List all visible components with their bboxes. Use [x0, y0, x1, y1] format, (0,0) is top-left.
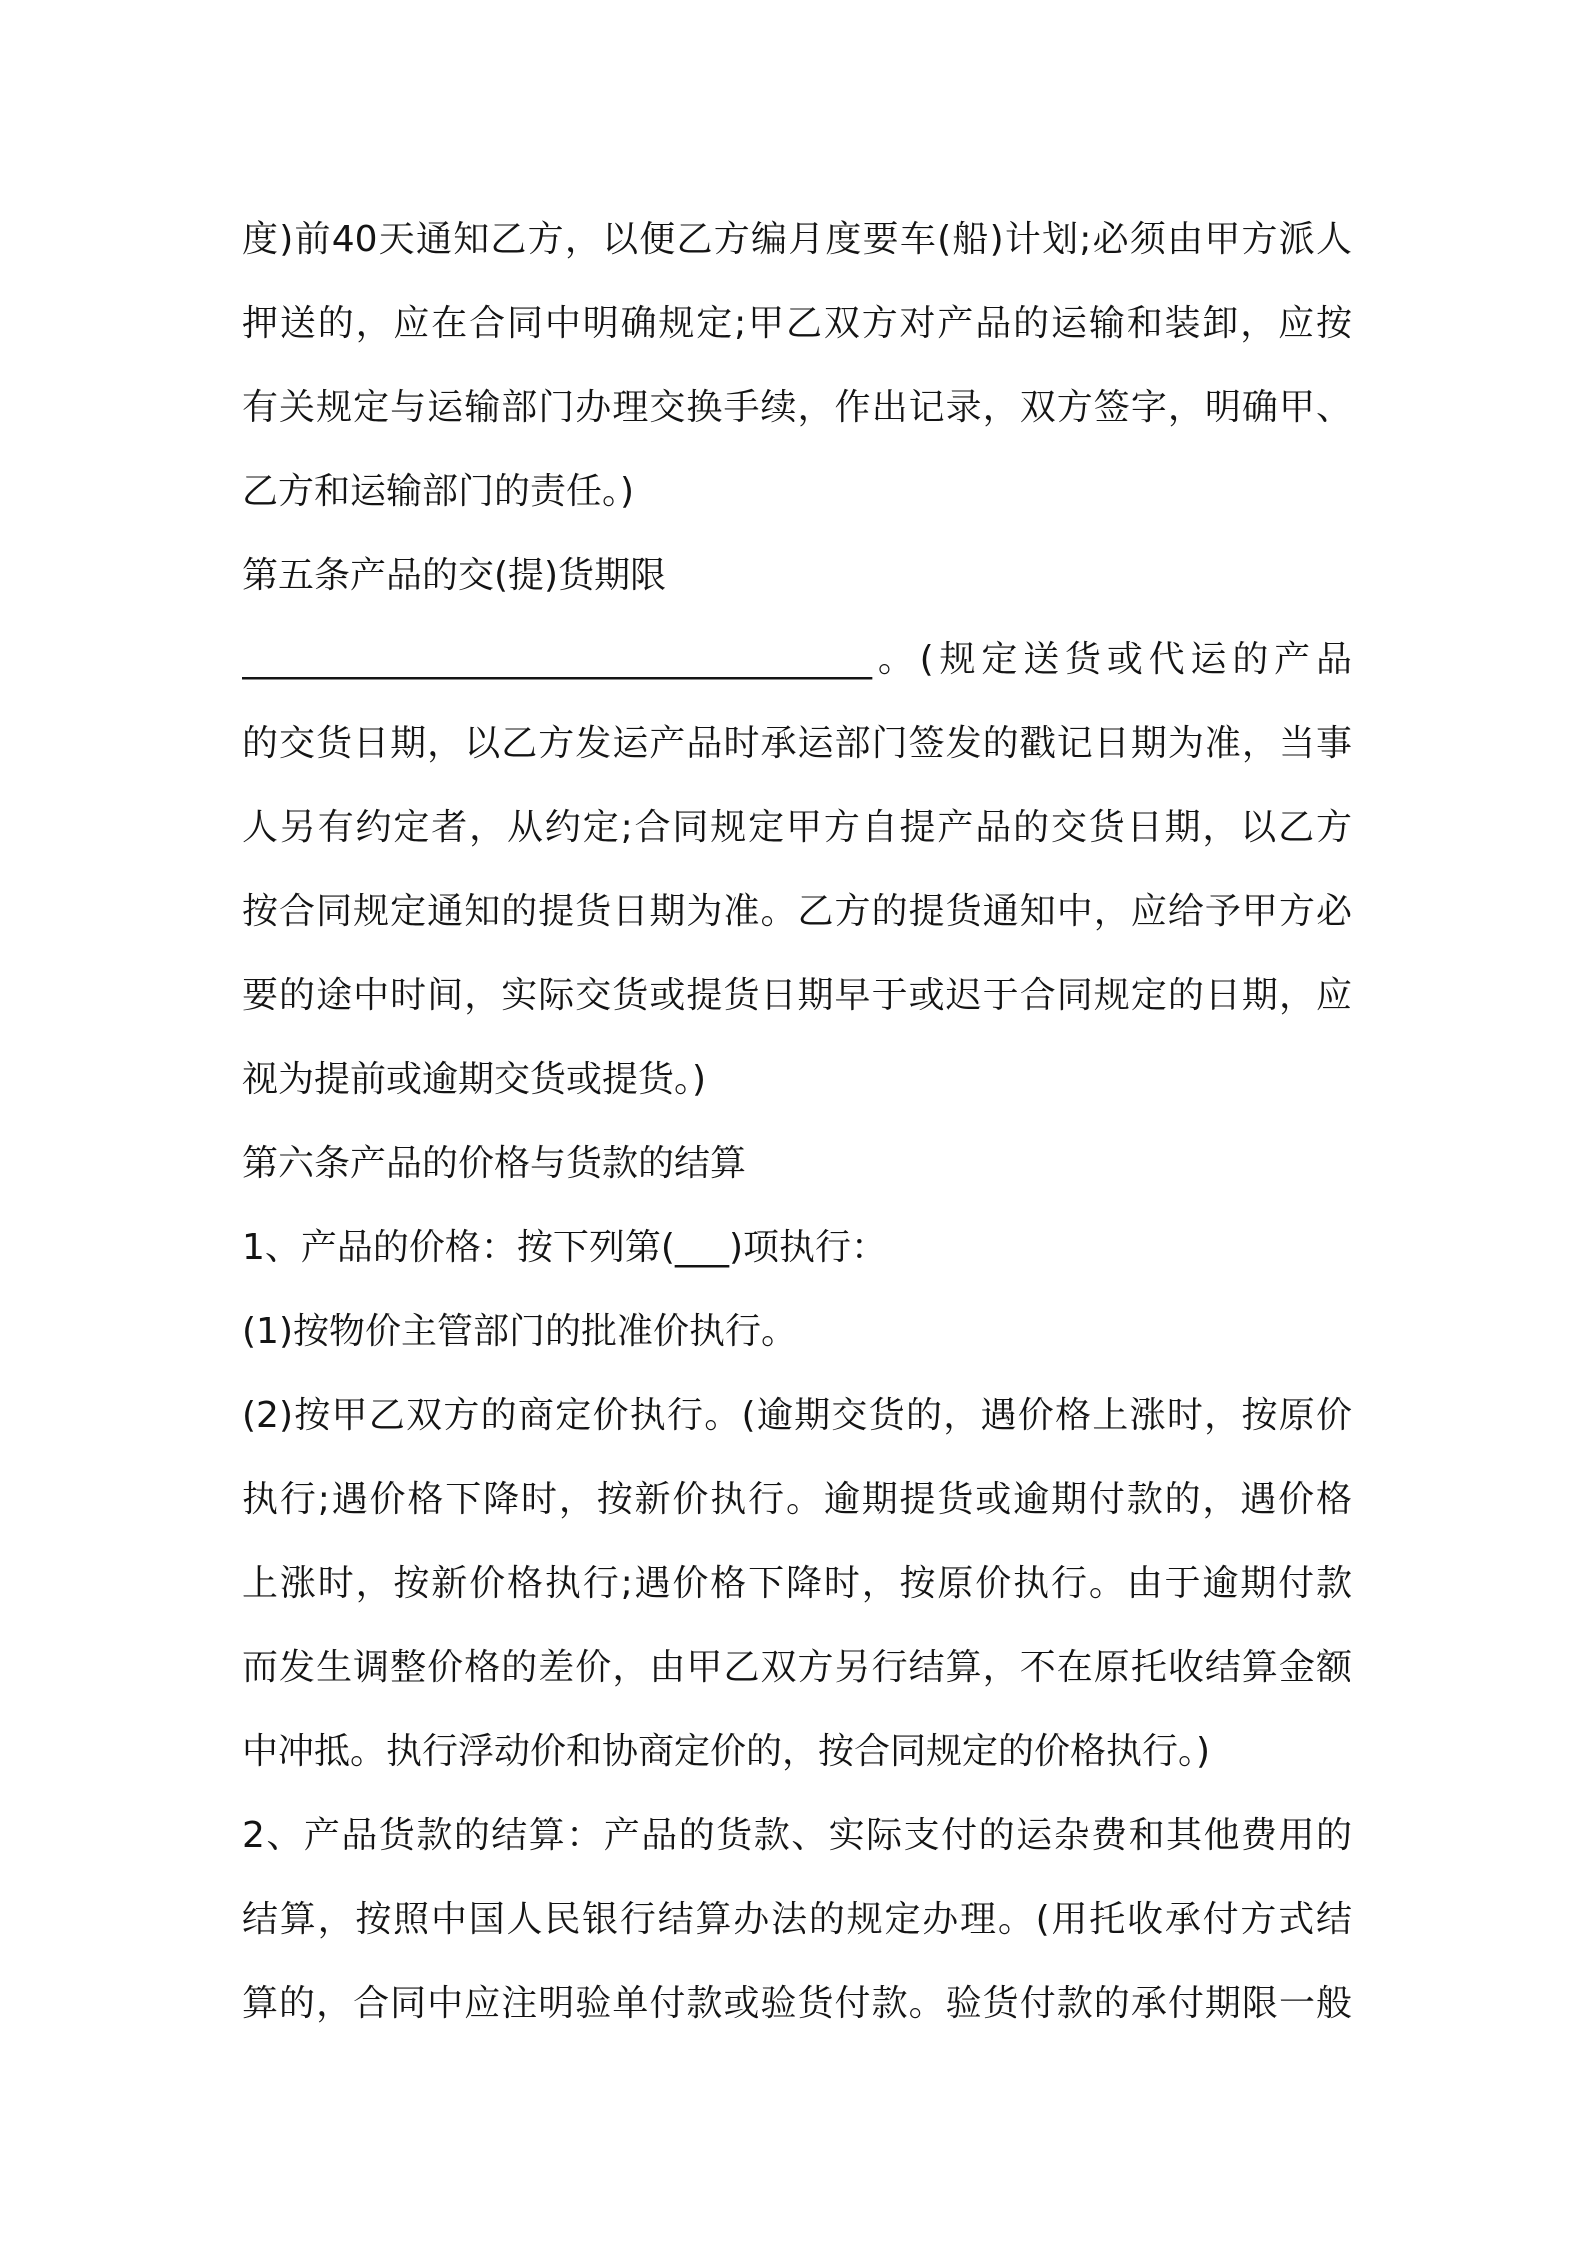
- blank-fill-line: ___________________________________。(规定送货或代运的产品: [242, 639, 1352, 680]
- text-line: 中冲抵。执行浮动价和协商定价的，按合同规定的价格执行。): [242, 1731, 1211, 1772]
- list-item-settlement: 2、产品货款的结算：产品的货款、实际支付的运杂费和其他费用的: [242, 1815, 1352, 1856]
- section-heading-article-6: 第六条产品的价格与货款的结算: [242, 1143, 747, 1184]
- text-line: 押送的，应在合同中明确规定;甲乙双方对产品的运输和装卸，应按: [242, 303, 1352, 344]
- list-subitem-2: (2)按甲乙双方的商定价执行。(逾期交货的，遇价格上涨时，按原价: [242, 1395, 1352, 1436]
- section-heading-article-5: 第五条产品的交(提)货期限: [242, 555, 667, 596]
- text-line: 有关规定与运输部门办理交换手续，作出记录，双方签字，明确甲、: [242, 387, 1352, 428]
- text-line: 度)前40天通知乙方，以便乙方编月度要车(船)计划;必须由甲方派人: [242, 219, 1352, 260]
- document-body: [242, 198, 1352, 2046]
- text-line: 要的途中时间，实际交货或提货日期早于或迟于合同规定的日期，应: [242, 975, 1352, 1016]
- list-subitem-1: (1)按物价主管部门的批准价执行。: [242, 1311, 797, 1352]
- text-line: 上涨时，按新价格执行;遇价格下降时，按原价执行。由于逾期付款: [242, 1563, 1352, 1604]
- text-line: 而发生调整价格的差价，由甲乙双方另行结算，不在原托收结算金额: [242, 1647, 1352, 1688]
- text-line: 视为提前或逾期交货或提货。): [242, 1059, 707, 1100]
- text-line: 结算，按照中国人民银行结算办法的规定办理。(用托收承付方式结: [242, 1899, 1352, 1940]
- text-line: 人另有约定者，从约定;合同规定甲方自提产品的交货日期，以乙方: [242, 807, 1352, 848]
- text-line: 执行;遇价格下降时，按新价执行。逾期提货或逾期付款的，遇价格: [242, 1479, 1352, 1520]
- text-line: 的交货日期，以乙方发运产品时承运部门签发的戳记日期为准，当事: [242, 723, 1352, 764]
- text-line: 乙方和运输部门的责任。): [242, 471, 635, 512]
- text-line: 算的，合同中应注明验单付款或验货付款。验货付款的承付期限一般: [242, 1983, 1352, 2024]
- text-line: 按合同规定通知的提货日期为准。乙方的提货通知中，应给予甲方必: [242, 891, 1352, 932]
- list-item-price: 1、产品的价格：按下列第(___)项执行：: [242, 1227, 887, 1268]
